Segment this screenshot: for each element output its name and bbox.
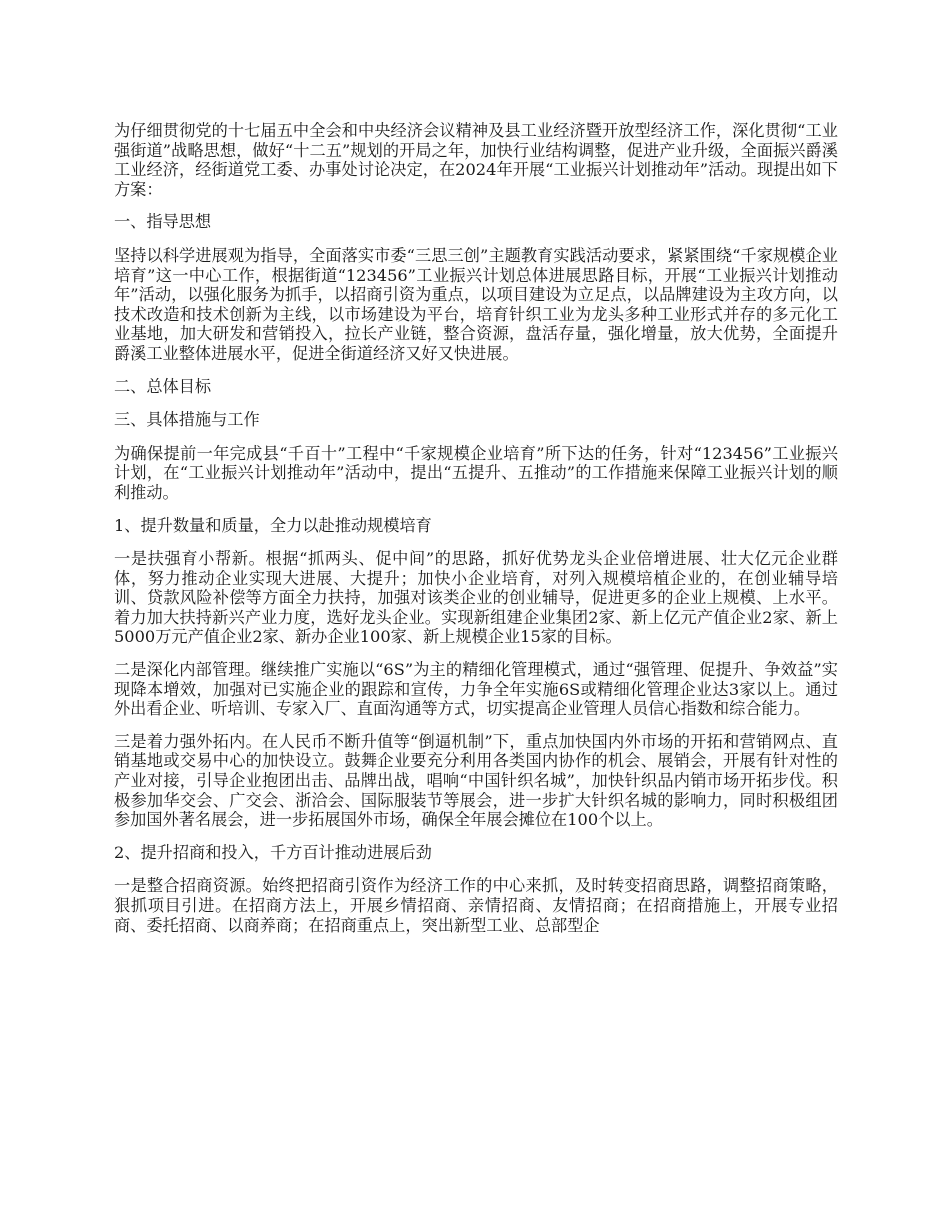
document-body xyxy=(114,121,838,948)
specific-measures-paragraph: 为确保提前一年完成县“千百十”工程中“千家规模企业培育”所下达的任务，针对“123456”工业振兴计划，在“工业振兴计划推动年”活动中，提出“五提升、五推动”的工作措施来保障工业振兴计划的顺利推动。 xyxy=(114,443,838,502)
subsection-heading-2: 2、提升招商和投入，千方百计推动进展后劲 xyxy=(114,842,432,862)
section-heading-guiding-ideology: 一、指导思想 xyxy=(114,212,212,232)
subsection-1-paragraph-3: 三是着力强外拓内。在人民币不断升值等“倒逼机制”下，重点加快国内外市场的开拓和营销网点、直销基地或交易中心的加快设立。鼓舞企业要充分利用各类国内协作的机会、展销会，开展有针对性的产业对接，引导企业抱团出击、品牌出战，唱响“中国针织名城”，加快针织品内销市场开拓步伐。积极参加华交会、广交会、浙洽会、国际服装节等展会，进一步扩大针织名城的影响力，同时积极组团参加国外著名展会，进一步拓展国外市场，确保全年展会摊位在100个以上。 xyxy=(114,731,838,830)
guiding-ideology-paragraph: 坚持以科学进展观为指导，全面落实市委“三思三创”主题教育实践活动要求，紧紧围绕“千家规模企业培育”这一中心工作，根据街道“123456”工业振兴计划总体进展思路目标，开展“工业振兴计划推动年”活动，以强化服务为抓手，以招商引资为重点，以项目建设为立足点，以品牌建设为主攻方向，以技术改造和技术创新为主线，以市场建设为平台，培育针织工业为龙头多种工业形式并存的多元化工业基地，加大研发和营销投入，拉长产业链，整合资源，盘活存量，强化增量，放大优势，全面提升爵溪工业整体进展水平，促进全街道经济又好又快进展。 xyxy=(114,245,838,363)
intro-paragraph: 为仔细贯彻党的十七届五中全会和中央经济会议精神及县工业经济暨开放型经济工作，深化贯彻“工业强街道”战略思想，做好“十二五”规划的开局之年，加快行业结构调整，促进产业升级，全面振兴爵溪工业经济，经街道党工委、办事处讨论决定，在2024年开展“工业振兴计划推动年”活动。现提出如下方案： xyxy=(114,121,838,199)
section-heading-specific-measures: 三、具体措施与工作 xyxy=(114,410,260,430)
section-heading-overall-goals: 二、总体目标 xyxy=(114,376,212,396)
subsection-2-paragraph-1: 一是整合招商资源。始终把招商引资作为经济工作的中心来抓，及时转变招商思路，调整招商策略，狠抓项目引进。在招商方法上，开展乡情招商、亲情招商、友情招商；在招商措施上，开展专业招商、委托招商、以商养商；在招商重点上，突出新型工业、总部型企 xyxy=(114,876,838,935)
subsection-1-paragraph-2: 二是深化内部管理。继续推广实施以“6S”为主的精细化管理模式，通过“强管理、促提升、争效益”实现降本增效，加强对已实施企业的跟踪和宣传，力争全年实施6S或精细化管理企业达3家以上。通过外出看企业、听培训、专家入厂、直面沟通等方式，切实提高企业管理人员信心指数和综合能力。 xyxy=(114,660,838,719)
subsection-1-paragraph-1: 一是扶强育小帮新。根据“抓两头、促中间”的思路，抓好优势龙头企业倍增进展、壮大亿元企业群体，努力推动企业实现大进展、大提升；加快小企业培育，对列入规模培植企业的，在创业辅导培训、贷款风险补偿等方面全力扶持，加强对该类企业的创业辅导，促进更多的企业上规模、上水平。着力加大扶持新兴产业力度，选好龙头企业。实现新组建企业集团2家、新上亿元产值企业2家、新上5000万元产值企业2家、新办企业100家、新上规模企业15家的目标。 xyxy=(114,549,838,647)
subsection-heading-1: 1、提升数量和质量，全力以赴推动规模培育 xyxy=(114,515,432,535)
